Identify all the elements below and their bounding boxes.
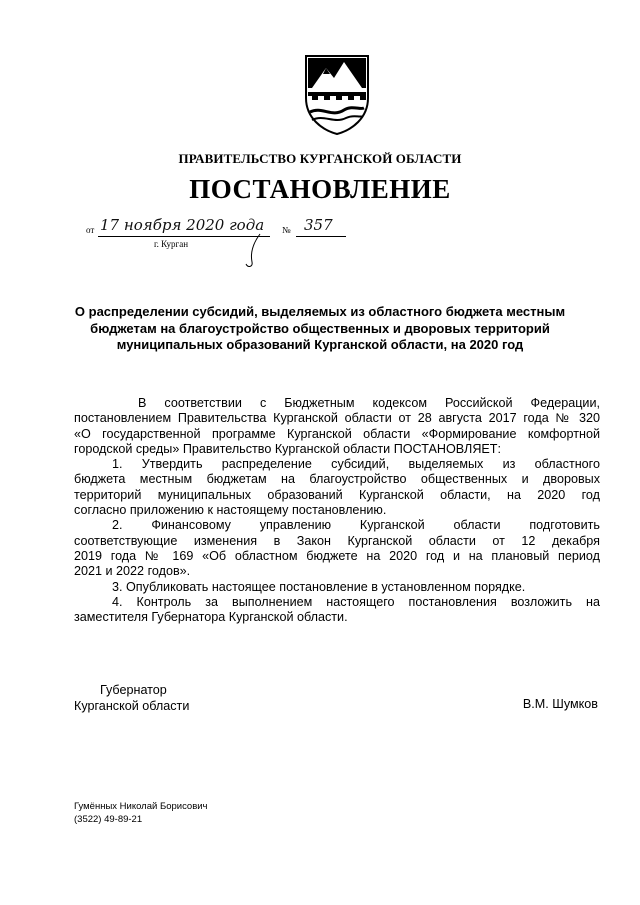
number-label: № [282,225,291,235]
paragraph-line: заместителя Губернатора Курганской области. [74,610,348,625]
handwritten-number: 357 [304,216,333,234]
paragraph-line: территорий муниципальных образований Курганской области, на 2020 год [74,487,600,502]
paragraph-line: «О государственной программе Курганской области «Формирование комфортной [74,426,600,441]
date-number-line [86,214,366,274]
subject-line: О распределении субсидий, выделяемых из областного бюджета местным [74,304,566,319]
paragraph-line: бюджета местным бюджетам на благоустройство общественных и дворовых [74,472,600,487]
signatory-title: Губернатор [100,683,167,697]
paragraph-line: 1. Утвердить распределение субсидий, выделяемых из областного [112,457,600,472]
signatory-region: Курганской области [74,699,190,713]
paragraph-line: 2. Финансовому управлению Курганской области подготовить [112,518,600,533]
government-title: ПРАВИТЕЛЬСТВО КУРГАНСКОЙ ОБЛАСТИ [178,151,462,166]
handwritten-date: 17 ноября 2020 года [100,216,265,234]
paragraph-line: В соответствии с Бюджетным кодексом Российской Федерации, [138,396,600,410]
paragraph-line: 2019 года № 169 «Об областном бюджете на 2020 год и на плановый период [74,548,600,563]
document-type-title: ПОСТАНОВЛЕНИЕ [189,174,451,204]
number-underline [296,236,346,237]
paragraph-line: постановлением Правительства Курганской области от 28 августа 2017 года № 320 [74,411,600,426]
document-subject [70,304,570,354]
date-from-label: от [86,225,95,235]
paragraph-line: согласно приложению к настоящему постановлению. [74,503,387,518]
city-label: г. Курган [154,239,189,249]
coat-of-arms-icon [302,52,372,136]
executor-info [74,801,208,826]
paragraph-line: 2021 и 2022 годов». [74,564,191,579]
paragraph-line: городской среды» Правительство Курганской области ПОСТАНОВЛЯЕТ: [74,441,501,456]
handwriting-stroke [242,232,264,270]
executor-name: Гумённых Николай Борисович [74,801,208,812]
subject-line: муниципальных образований Курганской области, на 2020 год [116,337,524,352]
signatory-name: В.М. Шумков [522,697,598,711]
signatory-position [74,682,189,714]
paragraph-line: соответствующие изменения в Закон Курганской области от 12 декабря [74,533,600,548]
document-body [74,396,600,625]
paragraph-line: 3. Опубликовать настоящее постановление в установленном порядке. [112,579,526,594]
subject-line: бюджетам на благоустройство общественных и дворовых территорий [90,320,550,336]
executor-phone: (3522) 49-89-21 [74,813,143,825]
paragraph-line: 4. Контроль за выполнением настоящего постановления возложить на [112,594,600,609]
